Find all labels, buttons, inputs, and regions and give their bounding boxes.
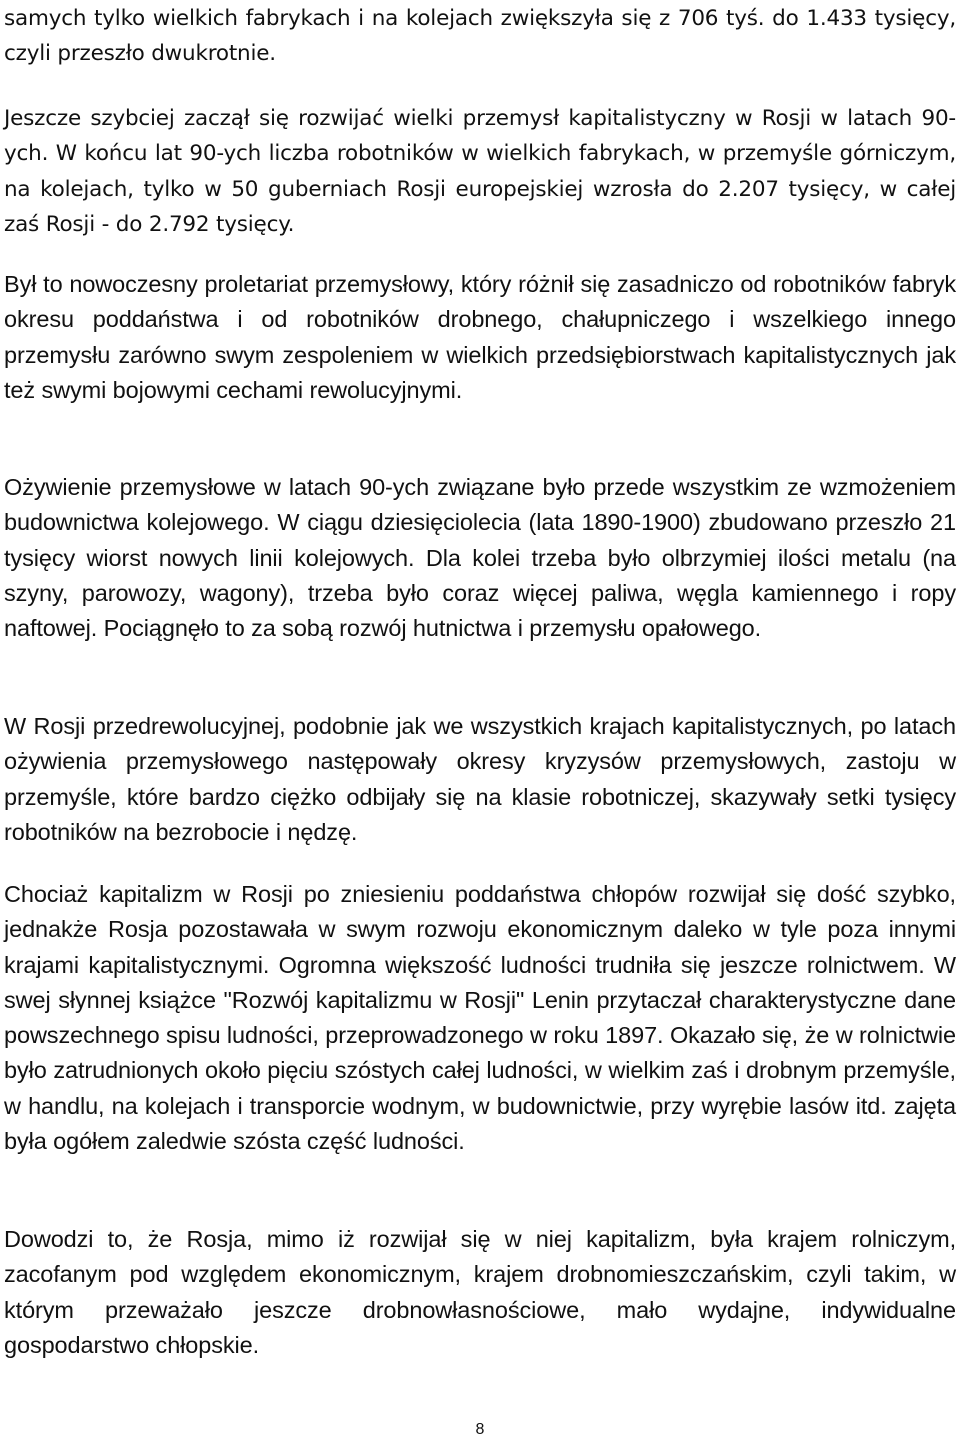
paragraph-continuation: samych tylko wielkich fabrykach i na kolejach zwiększyła się z 706 tyś. do 1.433 tysięcy, czyli przeszło dwukrotnie. xyxy=(4,6,956,67)
paragraph-industrial-crises: W Rosji przedrewolucyjnej, podobnie jak we wszystkich krajach kapitalistycznych, po latach ożywienia przemysłowego następowały okresy kryzysów przemysłowych, zastoju w przemyśle, które bardzo ciężko odbijały się na klasie robotniczej, skazywały setki tysięcy robotników na bezrobocie i nędzę. xyxy=(4,713,956,845)
page-number: 8 xyxy=(475,1421,485,1438)
paragraph-industry-growth: Jeszcze szybciej zaczął się rozwijać wielki przemysł kapitalistyczny w Rosji w latach 90-ych. W końcu lat 90-ych liczba robotników w wielkich fabrykach, w przemyśle górniczym, na kolejach, tylko w 50 guberniach Rosji europejskiej wzrosła do 2.207 tysięcy, w całej zaś Rosji - do 2.792 tysięcy. xyxy=(4,106,956,237)
paragraph-backwardness: Chociaż kapitalizm w Rosji po zniesieniu poddaństwa chłopów rozwijał się dość szybko, jednakże Rosja pozostawała w swym rozwoju ekonomicznym daleko w tyle poza innymi krajami kapitalistycznymi. Ogromna większość ludności trudniła się jeszcze rolnictwem. W swej słynnej książce "Rozwój kapitalizmu w Rosji" Lenin przytaczał charakterystyczne dane powszechnego spisu ludności, przeprowadzonego w roku 1897. Okazało się, że w rolnictwie było zatrudnionych około pięciu szóstych całej ludności, w wielkim zaś i drobnym przemyśle, w handlu, na kolejach i transporcie wodnym, w budownictwie, przy wyrębie lasów itd. zajęta była ogółem zaledwie szósta część ludności. xyxy=(4,881,956,1155)
paragraph-conclusion: Dowodzi to, że Rosja, mimo iż rozwijał się w niej kapitalizm, była krajem rolniczym, zacofanym pod względem ekonomicznym, krajem drobnomieszczańskim, czyli takim, w którym przeważało jeszcze drobnowłasnościowe, mało wydajne, indywidualne gospodarstwo chłopskie. xyxy=(4,1226,956,1358)
paragraph-railway-boom: Ożywienie przemysłowe w latach 90-ych związane było przede wszystkim ze wzmożeniem budownictwa kolejowego. W ciągu dziesięciolecia (lata 1890-1900) zbudowano przeszło 21 tysięcy wiorst nowych linii kolejowych. Dla kolei trzeba było olbrzymiej ilości metalu (na szyny, parowozy, wagony), trzeba było coraz więcej paliwa, węgla kamiennego i ropy naftowej. Pociągnęło to za sobą rozwój hutnictwa i przemysłu opałowego. xyxy=(4,474,956,642)
paragraph-modern-proletariat: Był to nowoczesny proletariat przemysłowy, który różnił się zasadniczo od robotników fabryk okresu poddaństwa i od robotników drobnego, chałupniczego i wszelkiego innego przemysłu zarówno swym zespoleniem w wielkich przedsiębiorstwach kapitalistycznych jak też swymi bojowymi cechami rewolucyjnymi. xyxy=(4,271,956,403)
